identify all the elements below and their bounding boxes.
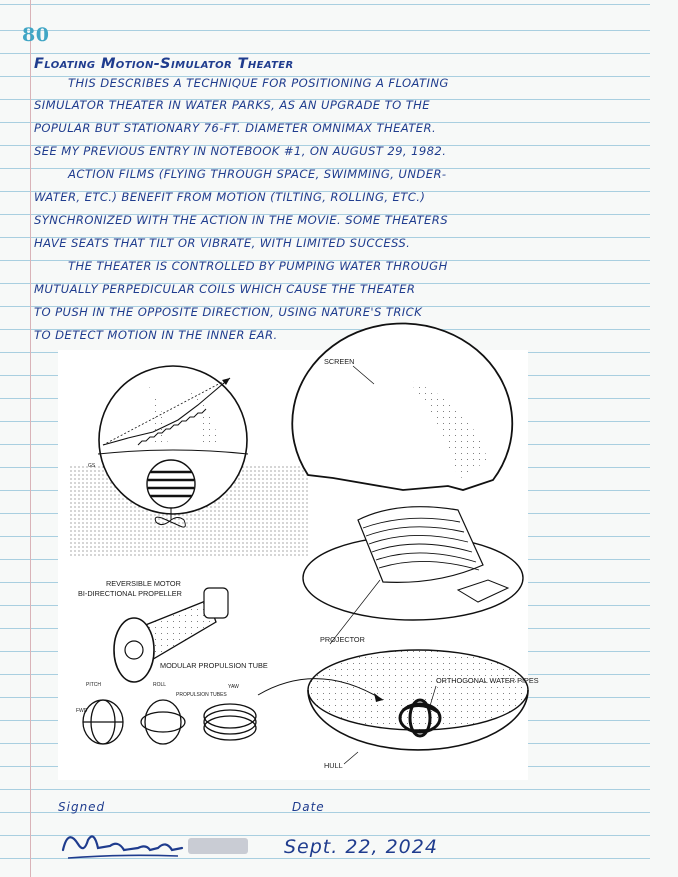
water-park-inset [68,366,308,558]
label-roll: ROLL [153,682,167,688]
signed-label: Signed [58,800,106,814]
label-projector: PROJECTOR [320,635,365,644]
label-orthogonal-pipes: ORTHOGONAL WATER PIPES [436,676,539,685]
label-screen: SCREEN [324,357,355,366]
yaw-coil [204,704,256,740]
entry-line: SYNCHRONIZED WITH THE ACTION IN THE MOVIE. SOME THEATERS [34,213,448,227]
entry-line: SEE MY PREVIOUS ENTRY IN NOTEBOOK #1, ON AUGUST 29, 1982. [34,144,447,158]
pitch-coil [83,700,123,744]
entry-line: HAVE SEATS THAT TILT OR VIBRATE, WITH LIMITED SUCCESS. [34,236,411,250]
entry-title: Floating Motion-Simulator Theater [34,56,294,72]
label-gs: GS [88,463,96,469]
label-propulsion-tubes: PROPULSION TUBES [176,692,227,698]
entry-line: THIS DESCRIBES A TECHNIQUE FOR POSITIONING A FLOATING [68,76,449,90]
date-value: Sept. 22, 2024 [284,836,438,858]
propulsion-tube-drawing [78,579,268,682]
entry-line: POPULAR BUT STATIONARY 76-FT. DIAMETER OMNIMAX THEATER. [34,121,437,135]
hull-rim [308,650,528,730]
signature [58,820,268,870]
entry-line: TO PUSH IN THE OPPOSITE DIRECTION, USING NATURE'S TRICK [34,305,423,319]
label-pitch: PITCH [86,682,101,688]
leader-hull [344,752,358,764]
label-yaw: YAW [228,684,239,690]
roll-coil [141,700,185,744]
pod [147,460,195,508]
margin-line [30,0,31,877]
date-label: Date [292,800,325,814]
label-fwd: FWD [76,708,88,714]
page-number: 80 [22,24,50,46]
entry-line: THE THEATER IS CONTROLLED BY PUMPING WATER THROUGH [68,259,448,273]
label-reversible-motor: REVERSIBLE MOTOR [106,579,181,588]
figure-drawing [58,350,539,780]
label-hull: HULL [324,761,343,770]
motor-housing [204,588,228,618]
entry-line: MUTUALLY PERPEDICULAR COILS WHICH CAUSE THE THEATER [34,282,416,296]
entry-line: WATER, ETC.) BENEFIT FROM MOTION (TILTING, ROLLING, ETC.) [34,190,426,204]
entry-line: TO DETECT MOTION IN THE INNER EAR. [34,328,278,342]
entry-line: ACTION FILMS (FLYING THROUGH SPACE, SWIMMING, UNDER- [68,167,447,181]
entry-line: SIMULATOR THEATER IN WATER PARKS, AS AN UPGRADE TO THE [34,98,431,112]
label-bi-directional-propeller: BI-DIRECTIONAL PROPELLER [78,589,182,598]
theater-figure [58,350,539,780]
propeller-hub [125,641,143,659]
dome-assembly [292,323,538,770]
label-modular-propulsion-tube: MODULAR PROPULSION TUBE [160,661,268,670]
